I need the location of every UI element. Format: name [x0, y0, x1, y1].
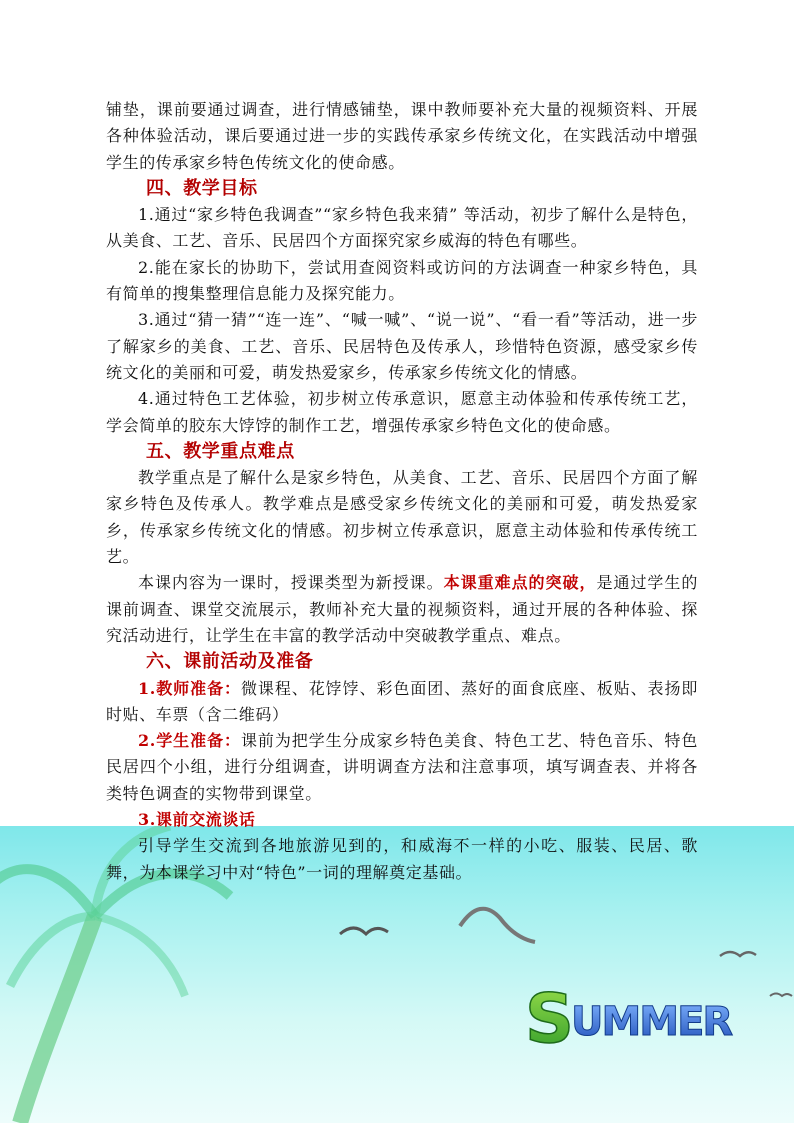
objective-item: 1.通过“家乡特色我调查”“家乡特色我来猜” 等活动，初步了解什么是特色，从美食、工艺、音乐、民居四个方面探究家乡威海的特色有哪些。: [106, 205, 698, 251]
prep-student-text: 课前为把学生分成家乡特色美食、特色工艺、特色音乐、特色民居四个小组，进行分组调查，讲明调查方法和注意事项，填写调查表、并将各类特色调查的实物带到课堂。: [106, 731, 699, 803]
key-points-paragraph: 教学重点是了解什么是家乡特色，从美食、工艺、音乐、民居四个方面了解家乡特色及传承人。教学难点是感受家乡传统文化的美丽和可爱，萌发热爱家乡，传承家乡传统文化的情感。初步树立传承意识，愿意主动体验和传承传统工艺。: [106, 468, 698, 567]
document-body: [106, 97, 698, 886]
section-heading-objectives: 四、教学目标: [146, 177, 258, 199]
palm-frond: [95, 916, 185, 996]
summer-logo-rest: UMMER: [571, 999, 732, 1045]
palm-frond: [0, 869, 95, 916]
prep-talk-heading: [106, 807, 698, 833]
prep-teacher-text: 微课程、花饽饽、彩色面团、蒸好的面食底座、板贴、表扬即时贴、车票（含二维码）: [106, 678, 699, 724]
section-heading-preparation: 六、课前活动及准备: [146, 651, 314, 673]
prep-teacher-label: 1.教师准备：: [138, 678, 241, 698]
prep-talk-label: 3.课前交流谈话: [138, 810, 256, 830]
breakthrough-paragraph: [106, 570, 698, 649]
summer-logo-s: S: [525, 980, 574, 1050]
objective-item: 3.通过“猜一猜”“连一连”、“喊一喊”、“说一说”、“看一看”等活动，进一步了解家乡的美食、工艺、音乐、民居特色及传承人，珍惜特色资源，感受家乡传统文化的美丽和可爱，萌发热爱家乡，传承家乡传统文化的情感。: [106, 310, 698, 382]
seagull-icon: [770, 994, 792, 997]
prep-student: [106, 728, 698, 807]
seagull-icon: [460, 909, 535, 942]
breakthrough-lead: 本课内容为一课时，授课类型为新授课。: [138, 573, 444, 593]
objective-item: 2.能在家长的协助下，尝试用查阅资料或访问的方法调查一种家乡特色，具有简单的搜集整理信息能力及探究能力。: [106, 257, 698, 304]
objective-item: 4.通过特色工艺体验，初步树立传承意识，愿意主动体验和传承传统工艺，学会简单的胶东大饽饽的制作工艺，增强传承家乡特色文化的使命感。: [106, 389, 698, 435]
breakthrough-highlight: 本课重难点的突破，: [443, 573, 597, 593]
prep-student-label: 2.学生准备：: [138, 731, 241, 751]
prep-teacher: [106, 676, 698, 729]
seagull-icon: [340, 928, 388, 934]
section-heading-key-points: 五、教学重点难点: [146, 440, 295, 462]
intro-paragraph: 铺垫，课前要通过调查，进行情感铺垫，课中教师要补充大量的视频资料、开展各种体验活动，课后要通过进一步的实践传承家乡传统文化，在实践活动中增强学生的传承家乡特色传统文化的使命感。: [106, 100, 698, 172]
breakthrough-body: 是通过学生的课前调查、课堂交流展示，教师补充大量的视频资料，通过开展的各种体验、探究活动进行，让学生在丰富的教学活动中突破教学重点、难点。: [106, 573, 698, 645]
summer-logo: [525, 980, 755, 1050]
seagull-icon: [720, 952, 756, 956]
prep-talk-text: 引导学生交流到各地旅游见到的，和威海不一样的小吃、服装、民居、歌舞，为本课学习中对“特色”一词的理解奠定基础。: [106, 836, 698, 882]
